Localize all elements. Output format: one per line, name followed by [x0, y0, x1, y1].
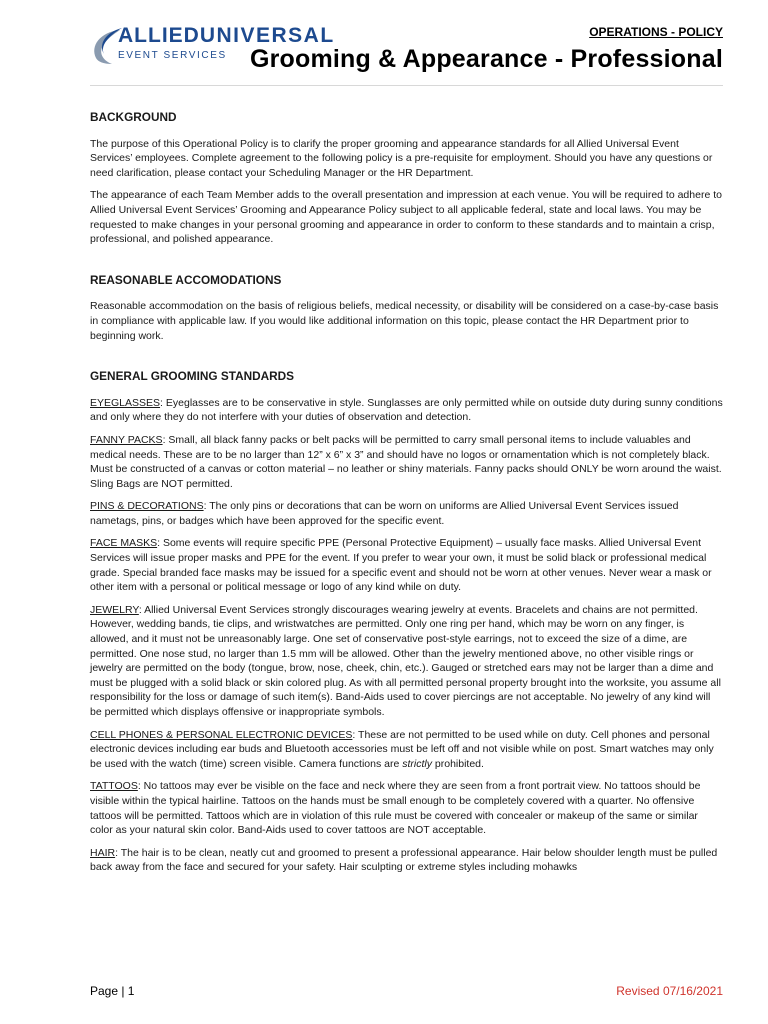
jewelry-term: JEWELRY [90, 603, 139, 616]
fanny-packs-text: : Small, all black fanny packs or belt packs will be permitted to carry small personal items to include valuables and medical needs. These are to be no larger than 12” x 6” x 3” and should have no logos or ornamentation which is not completely black. Must be constructed of a canvas or cotton material – no leather or shiny materials. Fanny packs should ONLY be worn around the waist. Sling Bags are NOT permitted. [90, 433, 722, 490]
eyeglasses-text: : Eyeglasses are to be conservative in style. Sunglasses are only permitted while on outside duty during sunny conditions and only where they do not interfere with your duties of observation and detection. [90, 396, 723, 424]
logo-brand-text: ALLIEDUNIVERSAL [118, 24, 335, 47]
cell-phones-term: CELL PHONES & PERSONAL ELECTRONIC DEVICES [90, 728, 353, 741]
cell-phones-text-1: : These are not permitted to be used while on duty. Cell phones and personal electronic devices including ear buds and Bluetooth accessories must be left off and not visible while on post. Smart watches may only be used with the watch (time) screen visible. Camera functions are [90, 728, 714, 770]
jewelry-text: : Allied Universal Event Services strongly discourages wearing jewelry at events. Bracelets and chains are not permitted. However, wedding bands, tie clips, and wristwatches are permitted. Only one ring per hand, which may be worn on any finger, is allowed, and it must not be unreasonably large. One set of conservative post-style earrings, not to exceed the size of a dime, are permitted. One nose stud, no larger than 1.5 mm will be allowed. Other than the jewelry mentioned above, no other visible rings or jewelry are permitted on the body (tongue, brow, nose, cheek, chin, etc.). Gauged or stretched ears may not be larger than a dime and must be plugged with a solid black or skin colored plug. As with all permitted personal property brought into the worksite, you assume all responsibility for the loss or damage of such item(s). Band-Aids used to cover piercings are not acceptable. No jewelry of any kind will be permitted which displays offensive or inappropriate symbols. [90, 603, 721, 718]
eyeglasses-paragraph [90, 396, 723, 425]
revision-date: Revised 07/16/2021 [616, 984, 723, 998]
pins-text: : The only pins or decorations that can be worn on uniforms are Allied Universal Event Services issued nametags, pins, or badges which have been approved for the specific event. [90, 500, 679, 527]
hair-text: : The hair is to be clean, neatly cut and groomed to present a professional appearance. Hair below shoulder length must be pulled back away from the face and secured for your safety. Hair sculpting or extreme styles including mohawks [90, 846, 718, 874]
document-type: OPERATIONS - POLICY [589, 25, 723, 39]
document-body [90, 110, 723, 883]
accommodations-paragraph: Reasonable accommodation on the basis of religious beliefs, medical necessity, or disability will be considered on a case-by-case basis in compliance with applicable law. If you would like additional information on this topic, please contact the HR Department prior to beginning work. [90, 300, 719, 342]
cell-phones-emphasis: strictly [402, 757, 432, 770]
eyeglasses-term: EYEGLASSES [90, 396, 161, 409]
tattoos-paragraph [90, 779, 723, 837]
fanny-packs-paragraph [90, 433, 723, 491]
section-heading-background: BACKGROUND [90, 110, 177, 124]
background-paragraph-1: The purpose of this Operational Policy is to clarify the proper grooming and appearance standards for all Allied Universal Event Services’ employees. Complete agreement to the following policy is a pre-requisite for employment. Should you have any questions or need clarification, please contact your Scheduling Manager or the HR Department. [90, 137, 713, 179]
hair-paragraph [90, 846, 723, 875]
cell-phones-paragraph [90, 728, 723, 772]
tattoos-text: : No tattoos may ever be visible on the face and neck where they are seen from a front portrait view. No tattoos should be visible within the typical hairline. Tattoos on the hands must be small enough to be completely covered with a quarter. No offensive tattoos will be permitted. Tattoos which are in violation of this rule must be covered with concealer or makeup of the same or similar color as your natural skin color. Band-Aids used to cover tattoos are NOT acceptable. [90, 780, 701, 837]
page-header [0, 0, 768, 100]
face-masks-paragraph [90, 536, 723, 594]
tattoos-term: TATTOOS [90, 780, 138, 793]
face-masks-text: : Some events will require specific PPE (Personal Protective Equipment) – usually face masks. Allied Universal Event Services will issue proper masks and PPE for the event. If you prefer to wear your own, it must be solid black or professional medical grade. Special branded face masks may be issued for a specific event and should not be worn at other venues. Never wear a mask or other item with a personal or political message or logo of any kind while on duty. [90, 537, 712, 594]
background-paragraph-2: The appearance of each Team Member adds to the overall presentation and impression at each venue. You will be required to adhere to Allied Universal Event Services’ Grooming and Appearance Policy subject to all applicable federal, state and local laws. You may be requested to make changes in your personal grooming and appearance in order to conform to these standards and to maintain a crisp, professional, and polished appearance. [90, 189, 722, 246]
document-title: Grooming & Appearance - Professional [249, 45, 723, 73]
page-number: Page | 1 [90, 984, 135, 998]
section-heading-accommodations: REASONABLE ACCOMODATIONS [90, 272, 282, 287]
section-heading-general-grooming: GENERAL GROOMING STANDARDS [90, 369, 295, 384]
logo-subtitle: EVENT SERVICES [118, 50, 227, 61]
header-divider [90, 85, 723, 86]
pins-paragraph [90, 499, 723, 528]
cell-phones-text-2: prohibited. [431, 757, 484, 770]
jewelry-paragraph [90, 603, 723, 720]
pins-term: PINS & DECORATIONS [90, 500, 204, 513]
fanny-packs-term: FANNY PACKS [90, 433, 163, 446]
face-masks-term: FACE MASKS [90, 537, 158, 550]
hair-term: HAIR [90, 846, 116, 859]
